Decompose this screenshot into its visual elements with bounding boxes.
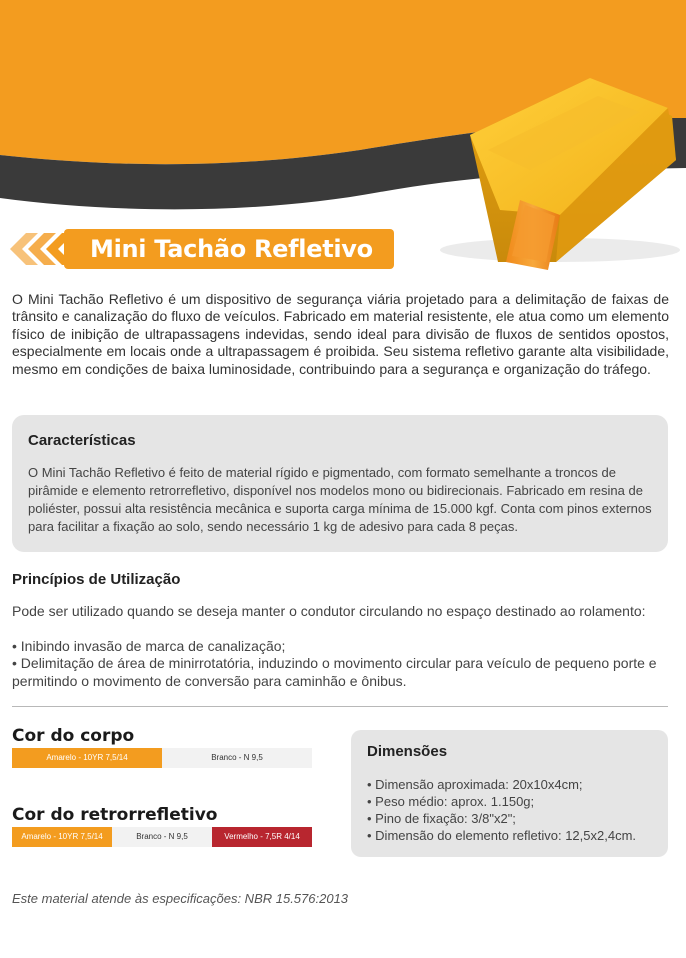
list-item: • Delimitação de área de minirrotatória, induzindo o movimento circular para veículo de pequeno porte e permitindo o movimento de conversão para caminhão e ônibus. [12,655,657,689]
cor-corpo-title: Cor do corpo [12,726,135,746]
dimensoes-title: Dimensões [367,743,448,760]
cor-retro-title: Cor do retrorrefletivo [12,805,218,825]
section-divider [12,706,668,707]
caracteristicas-body: O Mini Tachão Refletivo é feito de material rígido e pigmentado, com formato semelhante a troncos de pirâmide e elemento retrorrefletivo, disponível nos modelos mono ou bidirecionais. Fabricado em resina de poliéster, possui alta resistência mecânica e suporta carga mínima de 15.000 kgf. Conta com pinos externos para facilitar a fixação ao solo, sendo necessário 1 kg de adesivo para cada 8 peças. [28,465,652,534]
footer-specification: Este material atende às especificações: NBR 15.576:2013 [12,891,349,906]
color-swatch-vermelho: Vermelho - 7,5R 4/14 [212,827,312,847]
list-item: • Peso médio: aprox. 1.150g; [367,794,535,809]
page-title: Mini Tachão Refletivo [90,235,373,263]
intro-paragraph: O Mini Tachão Refletivo é um dispositivo de segurança viária projetado para a delimitação de faixas de trânsito e canalização do fluxo de veículos. Fabricado em material resistente, ele atua como um elemento físico de inibição de ultrapassagens indevidas, sendo ideal para divisão de fluxos de sentidos opostos, especialmente em locais onde a ultrapassagem é proibida. Seu sistema refletivo garante alta visibilidade, mesmo em condições de baixa luminosidade, contribuindo para a segurança e organização do tráfego. [12,291,669,377]
list-item: • Dimensão aproximada: 20x10x4cm; [367,777,583,792]
list-item: • Inibindo invasão de marca de canalização; [12,638,286,654]
color-swatch-branco: Branco - N 9,5 [112,827,212,847]
dimensoes-list [367,776,636,844]
caracteristicas-title: Características [28,432,136,449]
principios-intro: Pode ser utilizado quando se deseja manter o condutor circulando no espaço destinado ao rolamento: [12,603,646,619]
principios-title: Princípios de Utilização [12,571,181,588]
list-item: • Pino de fixação: 3/8"x2"; [367,811,516,826]
color-swatch-branco: Branco - N 9,5 [162,748,312,768]
principios-list [12,638,672,690]
color-swatch-amarelo: Amarelo - 10YR 7,5/14 [12,827,112,847]
color-swatch-amarelo: Amarelo - 10YR 7,5/14 [12,748,162,768]
list-item: • Dimensão do elemento refletivo: 12,5x2,4cm. [367,828,637,843]
